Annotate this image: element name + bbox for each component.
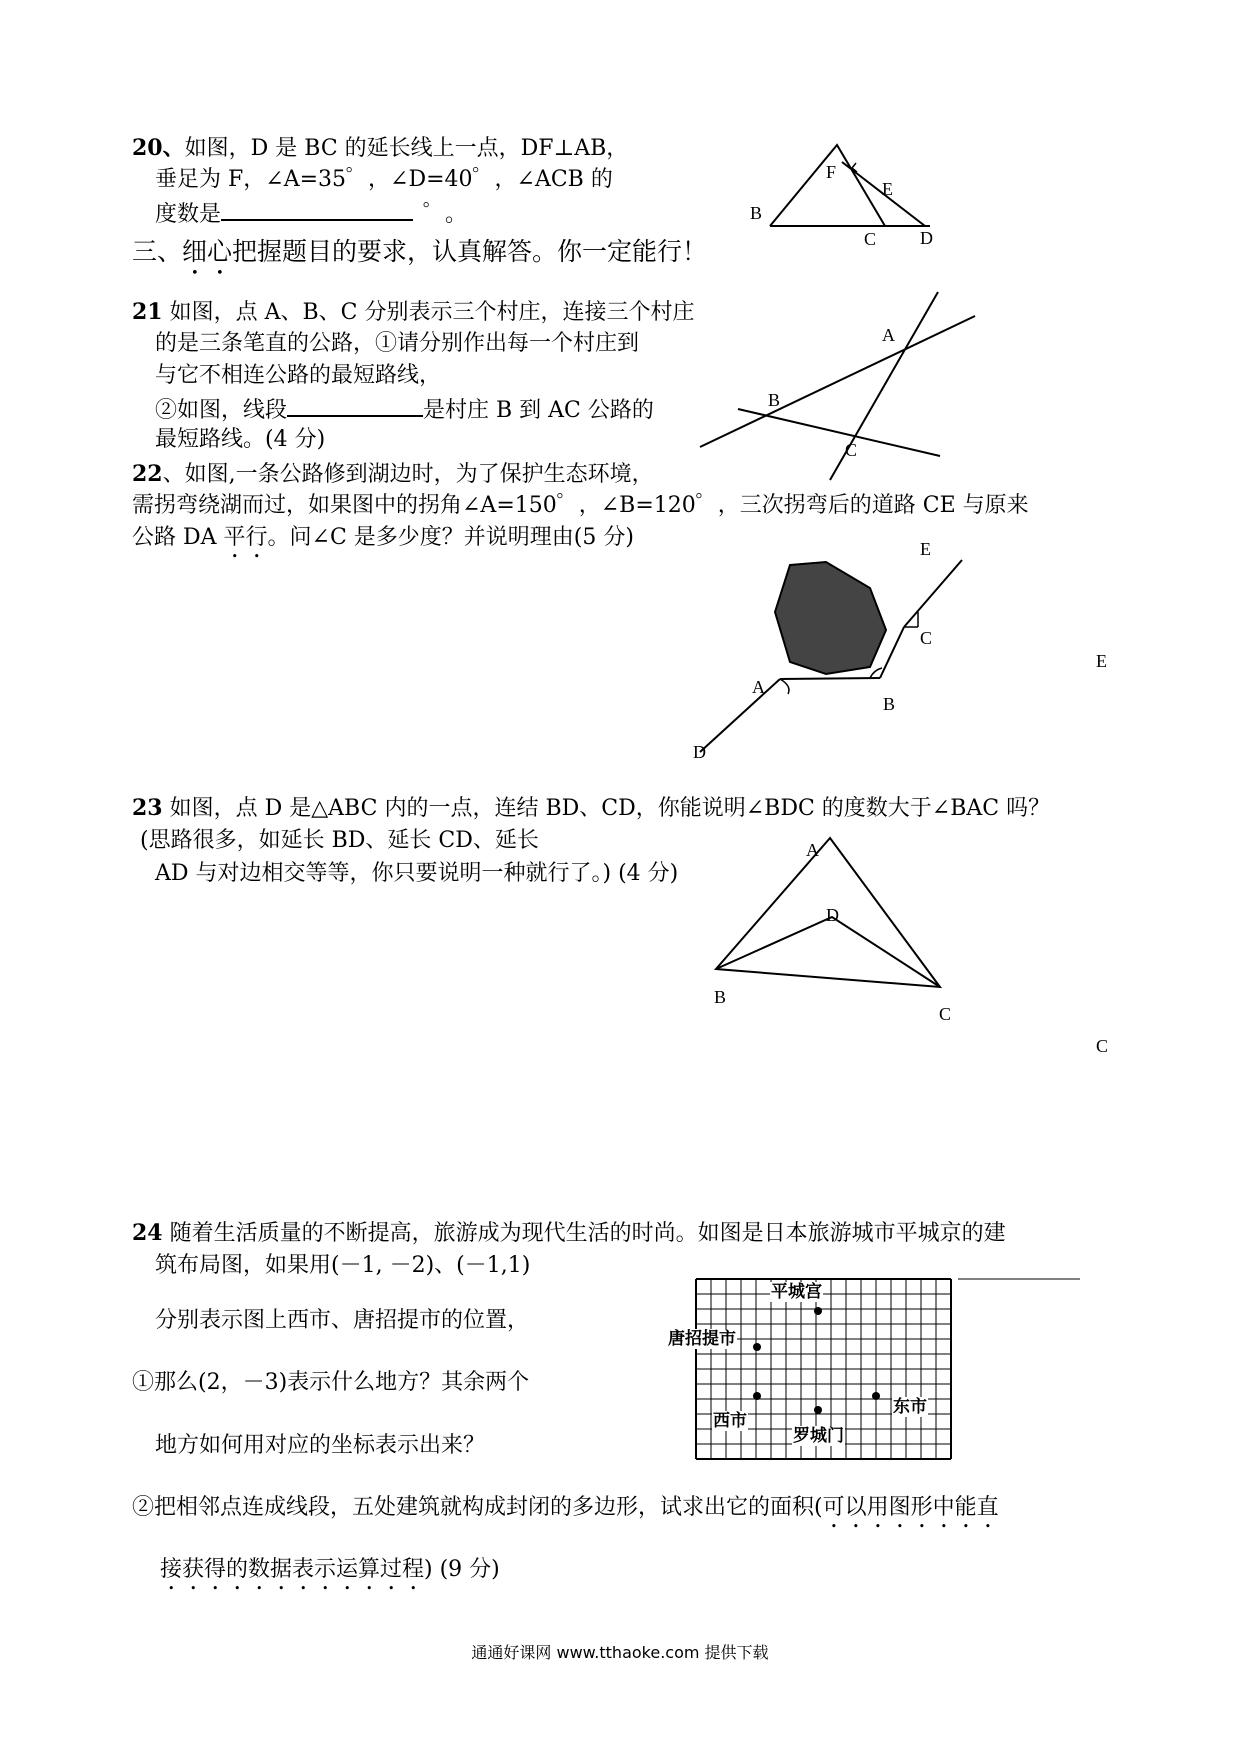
q22-emphasis: 平行: [223, 525, 268, 550]
q23-text1: 如图，点 D 是△ABC 内的一点，连结 BD、CD，你能说明∠BDC 的度数大于∠BAC 吗？: [169, 796, 1051, 821]
q21-number: 21: [132, 299, 163, 325]
q22-label-d: D: [693, 742, 706, 762]
q23-line3: AD 与对边相交等等，你只要说明一种就行了。) (4 分): [155, 861, 679, 886]
section3-post: 把握题目的要求，认真解答。你一定能行！: [232, 237, 708, 266]
q21-label-a: A: [882, 325, 895, 345]
q22-text1: 、如图,一条公路修到湖边时，为了保护生态环境，: [162, 462, 654, 487]
q21-label-c: C: [845, 440, 858, 460]
lake-shape: [775, 562, 886, 674]
q23-line2: (思路很多，如延长 BD、延长 CD、延长: [140, 828, 539, 853]
section3-pre: 三、: [132, 237, 183, 266]
q24-emphasis6: 可以用图形中能直: [822, 1495, 999, 1520]
q22-label-e-stray: E: [1096, 651, 1107, 671]
q23-label-c-stray: C: [1096, 1036, 1109, 1056]
q20-text3b: ゜。: [423, 202, 468, 227]
q24-number: 24: [132, 1220, 163, 1246]
q24-label-luocheng: 罗城门: [793, 1426, 844, 1446]
q20-figure: [770, 145, 930, 226]
q24-label-xishi: 西市: [713, 1411, 747, 1431]
q21-label-b: B: [768, 390, 781, 410]
q21-line3: 与它不相连公路的最短路线，: [155, 363, 442, 388]
section3-emphasis: 细心: [182, 237, 233, 266]
q24-text1: 随着生活质量的不断提高，旅游成为现代生活的时尚。如图是日本旅游城市平城京的建: [169, 1221, 1006, 1246]
q23-label-b: B: [714, 987, 727, 1007]
q20-label-b: B: [750, 203, 763, 223]
q23-label-a: A: [806, 840, 819, 860]
q21-line5: 最短路线。(4 分): [155, 427, 326, 452]
q22-label-a: A: [752, 677, 765, 697]
q24-label-dongshi: 东市: [893, 1397, 927, 1417]
q20-text1: 如图，D 是 BC 的延长线上一点，DF⊥AB，: [184, 136, 629, 161]
q22-number: 22: [132, 461, 163, 487]
q20-label-f: F: [826, 162, 837, 182]
q20-line2: 垂足为 F，∠A=35゜，∠D=40゜，∠ACB 的: [155, 167, 613, 192]
q23-label-d: D: [826, 905, 839, 925]
q24-text7b: ) (9 分): [424, 1557, 500, 1582]
q24-line5: 地方如何用对应的坐标表示出来？: [155, 1433, 486, 1458]
q24-line2: 筑布局图，如果用(－1, －2)、(－1,1): [155, 1253, 531, 1278]
q24-emphasis7: 接获得的数据表示运算过程: [160, 1557, 425, 1582]
q21-figure: [700, 292, 975, 480]
q24-label-pingcheng: 平城宫: [771, 1282, 822, 1302]
q20-label-e: E: [882, 179, 893, 199]
q23-label-c: C: [939, 1004, 952, 1024]
q24-line4: ①那么(2，－3)表示什么地方？其余两个: [132, 1370, 530, 1395]
q21-text4b: 是村庄 B 到 AC 公路的: [423, 398, 654, 423]
q24-text6a: ②把相邻点连成线段，五处建筑就构成封闭的多边形，试求出它的面积(: [132, 1495, 823, 1520]
page-footer: 通通好课网 www.tthaoke.com 提供下载: [471, 1643, 769, 1662]
q21-text1: 如图，点 A、B、C 分别表示三个村庄，连接三个村庄: [169, 300, 695, 325]
q22-label-e: E: [920, 539, 931, 559]
q23-number: 23: [132, 795, 163, 821]
q22-figure: [700, 560, 962, 752]
q20-text3a: 度数是: [155, 202, 222, 227]
q24-line3: 分别表示图上西市、唐招提市的位置，: [155, 1308, 530, 1333]
q22-text3a: 公路 DA: [132, 525, 224, 550]
q21-line2: 的是三条笔直的公路，①请分别作出每一个村庄到: [155, 331, 640, 356]
q22-label-c: C: [920, 628, 933, 648]
q20-number: 20、: [132, 135, 185, 161]
q24-label-tangzhao: 唐招提市: [668, 1329, 736, 1349]
q22-line2: 需拐弯绕湖而过，如果图中的拐角∠A=150゜，∠B=120゜，三次拐弯后的道路 CE 与原来: [132, 493, 1029, 518]
q21-text4a: ②如图，线段: [155, 398, 288, 423]
q22-label-b: B: [883, 694, 896, 714]
q20-label-d: D: [920, 228, 933, 248]
q20-label-c: C: [864, 229, 877, 249]
q22-text3b: 。问∠C 是多少度？并说明理由(5 分): [267, 525, 634, 550]
